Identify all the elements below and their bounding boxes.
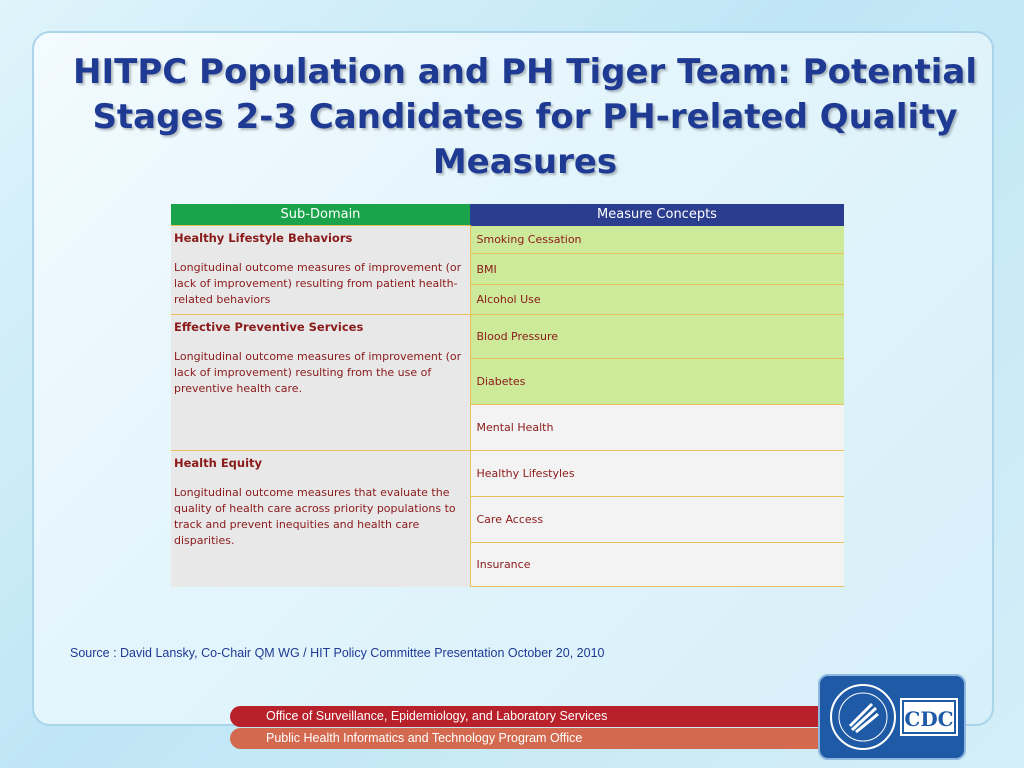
footer-band-program: Public Health Informatics and Technology Program Office [230,728,830,749]
header-sub-domain: Sub-Domain [171,204,470,226]
measure-cell: Smoking Cessation [470,226,844,254]
domain-cell-healthy-lifestyle [171,226,470,315]
measure-cell: BMI [470,254,844,285]
measure-cell: Mental Health [470,405,844,451]
header-measure-concepts: Measure Concepts [470,204,844,226]
hhs-seal-icon [830,684,896,750]
domain-name: Healthy Lifestyle Behaviors [174,231,353,245]
domain-description: Longitudinal outcome measures of improvement (or lack of improvement) resulting from patient health-related behaviors [174,261,462,306]
slide-title: HITPC Population and PH Tiger Team: Potential Stages 2-3 Candidates for PH-related Quality Measures [73,52,977,182]
measure-cell: Alcohol Use [470,285,844,315]
measure-cell: Insurance [470,543,844,587]
measure-cell: Blood Pressure [470,315,844,359]
table-row [171,226,844,254]
domain-name: Health Equity [174,456,263,470]
source-citation: Source : David Lansky, Co-Chair QM WG / HIT Policy Committee Presentation October 20, 2010 [70,646,605,660]
domain-cell-preventive-services [171,315,470,451]
domain-description: Longitudinal outcome measures of improvement (or lack of improvement) resulting from the use of preventive health care. [174,350,462,395]
domain-cell-health-equity [171,451,470,587]
domain-name: Effective Preventive Services [174,320,364,334]
cdc-wordmark: CDC [902,700,956,734]
measures-table [171,204,844,587]
table-header-row [171,204,844,226]
footer-band-office: Office of Surveillance, Epidemiology, and Laboratory Services [230,706,830,727]
table-row [171,315,844,359]
measure-cell: Care Access [470,497,844,543]
measure-cell: Healthy Lifestyles [470,451,844,497]
table-row [171,451,844,497]
measure-cell: Diabetes [470,359,844,405]
domain-description: Longitudinal outcome measures that evaluate the quality of health care across priority populations to track and prevent inequities and health care disparities. [174,486,456,547]
cdc-logo [818,674,966,760]
